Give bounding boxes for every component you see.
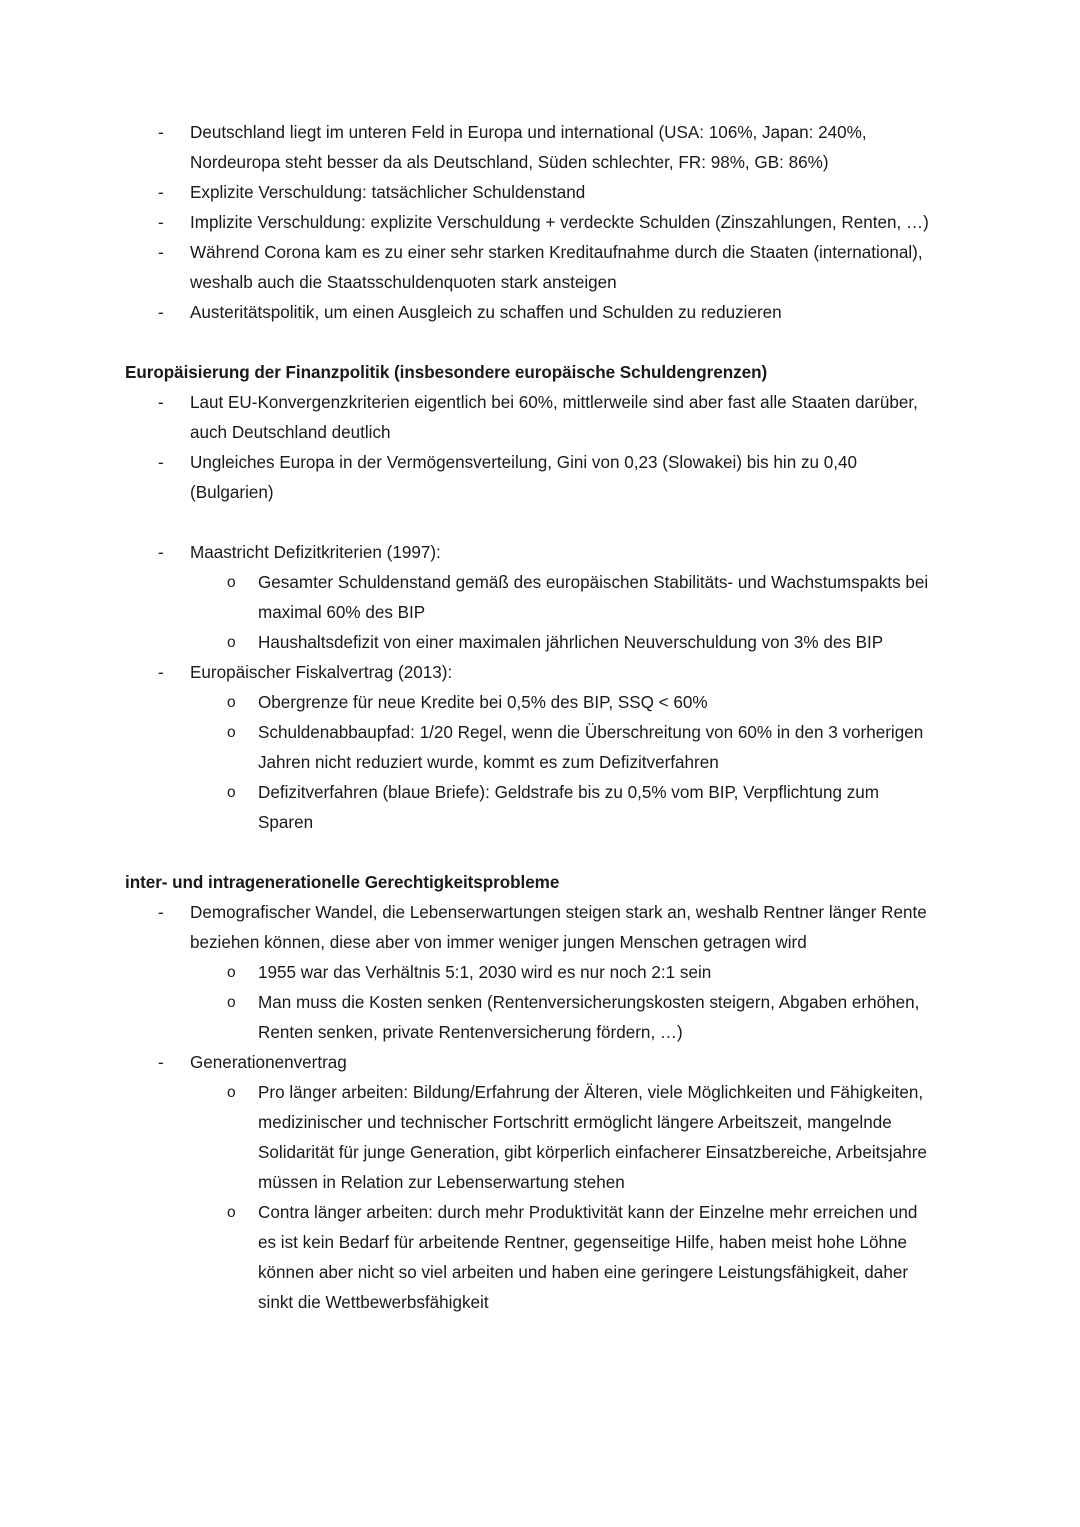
list-item: [125, 898, 930, 1048]
list-item: [125, 388, 930, 448]
section-heading: inter- und intragenerationelle Gerechtigkeitsprobleme: [125, 873, 560, 892]
dash-bullet-icon: -: [158, 243, 164, 262]
document-body: [125, 118, 930, 1318]
circle-bullet-icon: o: [227, 724, 236, 741]
circle-bullet-icon: o: [227, 994, 236, 1011]
paragraph-spacer: [125, 508, 930, 538]
list-item-text: Explizite Verschuldung: tatsächlicher Schuldenstand: [190, 183, 586, 202]
list-item-text: Ungleiches Europa in der Vermögensverteilung, Gini von 0,23 (Slowakei) bis hin zu 0,40 (Bulgarien): [190, 453, 858, 502]
sub-list-item: [190, 718, 930, 778]
list-item-text: Laut EU-Konvergenzkriterien eigentlich bei 60%, mittlerweile sind aber fast alle Staaten darüber, auch Deutschland deutlich: [190, 393, 918, 442]
sub-list-item-text: Schuldenabbaupfad: 1/20 Regel, wenn die Überschreitung von 60% in den 3 vorherigen Jahren nicht reduziert wurde, kommt es zum Defizitverfahren: [258, 723, 924, 772]
sub-list-item: [190, 988, 930, 1048]
list-item-text: Demografischer Wandel, die Lebenserwartungen steigen stark an, weshalb Rentner länger Rente beziehen können, diese aber von immer weniger jungen Menschen getragen wird: [190, 903, 927, 952]
sub-list-item-text: Defizitverfahren (blaue Briefe): Geldstrafe bis zu 0,5% vom BIP, Verpflichtung zum Sparen: [258, 783, 880, 832]
sub-list-item: [190, 568, 930, 628]
sub-list-item-text: Obergrenze für neue Kredite bei 0,5% des BIP, SSQ < 60%: [258, 693, 708, 712]
bullet-list: [125, 898, 930, 1318]
list-item-text: Während Corona kam es zu einer sehr starken Kreditaufnahme durch die Staaten (international), weshalb auch die Staatsschuldenquoten stark ansteigen: [190, 243, 923, 292]
sub-list-item-text: Contra länger arbeiten: durch mehr Produktivität kann der Einzelne mehr erreichen und es ist kein Bedarf für arbeitende Rentner, gegenseitige Hilfe, haben meist hohe Löhne können aber nicht so viel arbeiten und haben eine geringere Leistungsfähigkeit, daher sinkt die Wettbewerbsfähigkeit: [258, 1203, 918, 1312]
circle-bullet-icon: o: [227, 694, 236, 711]
list-item-text: Deutschland liegt im unteren Feld in Europa und international (USA: 106%, Japan: 240%, Nordeuropa steht besser da als Deutschland, Süden schlechter, FR: 98%, GB: 86%): [190, 123, 867, 172]
list-item-text: Implizite Verschuldung: explizite Verschuldung + verdeckte Schulden (Zinszahlungen, Renten, …): [190, 213, 929, 232]
dash-bullet-icon: -: [158, 183, 164, 202]
section-heading: Europäisierung der Finanzpolitik (insbesondere europäische Schuldengrenzen): [125, 363, 768, 382]
bullet-list: [125, 118, 930, 328]
sub-list-item: [190, 958, 930, 988]
circle-bullet-icon: o: [227, 634, 236, 651]
circle-bullet-icon: o: [227, 964, 236, 981]
list-item-text: Maastricht Defizitkriterien (1997):: [190, 543, 441, 562]
circle-bullet-icon: o: [227, 784, 236, 801]
list-item-text: Europäischer Fiskalvertrag (2013):: [190, 663, 453, 682]
sub-list-item-text: Man muss die Kosten senken (Rentenversicherungskosten steigern, Abgaben erhöhen, Renten senken, private Rentenversicherung fördern, …): [258, 993, 920, 1042]
list-item: [125, 178, 930, 208]
sub-bullet-list: [190, 568, 930, 658]
bullet-list: [125, 538, 930, 838]
list-item: [125, 208, 930, 238]
paragraph-spacer: [125, 838, 930, 868]
dash-bullet-icon: -: [158, 213, 164, 232]
sub-list-item: [190, 688, 930, 718]
list-item: [125, 448, 930, 508]
sub-bullet-list: [190, 688, 930, 838]
dash-bullet-icon: -: [158, 663, 164, 682]
list-item: [125, 298, 930, 328]
sub-list-item-text: Pro länger arbeiten: Bildung/Erfahrung der Älteren, viele Möglichkeiten und Fähigkeiten, medizinischer und technischer Fortschritt ermöglicht längere Arbeitszeit, mangelnde Solidarität für junge Generation, gibt körperlich einfacherer Einsatzbereiche, Arbeitsjahre müssen in Relation zur Lebenserwartung stehen: [258, 1083, 927, 1192]
sub-list-item: [190, 1078, 930, 1198]
list-item: [125, 658, 930, 838]
paragraph-spacer: [125, 328, 930, 358]
sub-list-item-text: 1955 war das Verhältnis 5:1, 2030 wird es nur noch 2:1 sein: [258, 963, 712, 982]
list-item-text: Austeritätspolitik, um einen Ausgleich zu schaffen und Schulden zu reduzieren: [190, 303, 782, 322]
list-item-text: Generationenvertrag: [190, 1053, 347, 1072]
bullet-list: [125, 388, 930, 508]
circle-bullet-icon: o: [227, 1084, 236, 1101]
list-item: [125, 238, 930, 298]
list-item: [125, 538, 930, 658]
dash-bullet-icon: -: [158, 393, 164, 412]
sub-list-item: [190, 778, 930, 838]
circle-bullet-icon: o: [227, 574, 236, 591]
dash-bullet-icon: -: [158, 123, 164, 142]
sub-list-item-text: Gesamter Schuldenstand gemäß des europäischen Stabilitäts- und Wachstumspakts bei maximal 60% des BIP: [258, 573, 929, 622]
sub-bullet-list: [190, 1078, 930, 1318]
sub-list-item: [190, 628, 930, 658]
dash-bullet-icon: -: [158, 1053, 164, 1072]
list-item: [125, 118, 930, 178]
dash-bullet-icon: -: [158, 303, 164, 322]
sub-bullet-list: [190, 958, 930, 1048]
dash-bullet-icon: -: [158, 903, 164, 922]
dash-bullet-icon: -: [158, 543, 164, 562]
dash-bullet-icon: -: [158, 453, 164, 472]
list-item: [125, 1048, 930, 1318]
sub-list-item-text: Haushaltsdefizit von einer maximalen jährlichen Neuverschuldung von 3% des BIP: [258, 633, 884, 652]
circle-bullet-icon: o: [227, 1204, 236, 1221]
sub-list-item: [190, 1198, 930, 1318]
